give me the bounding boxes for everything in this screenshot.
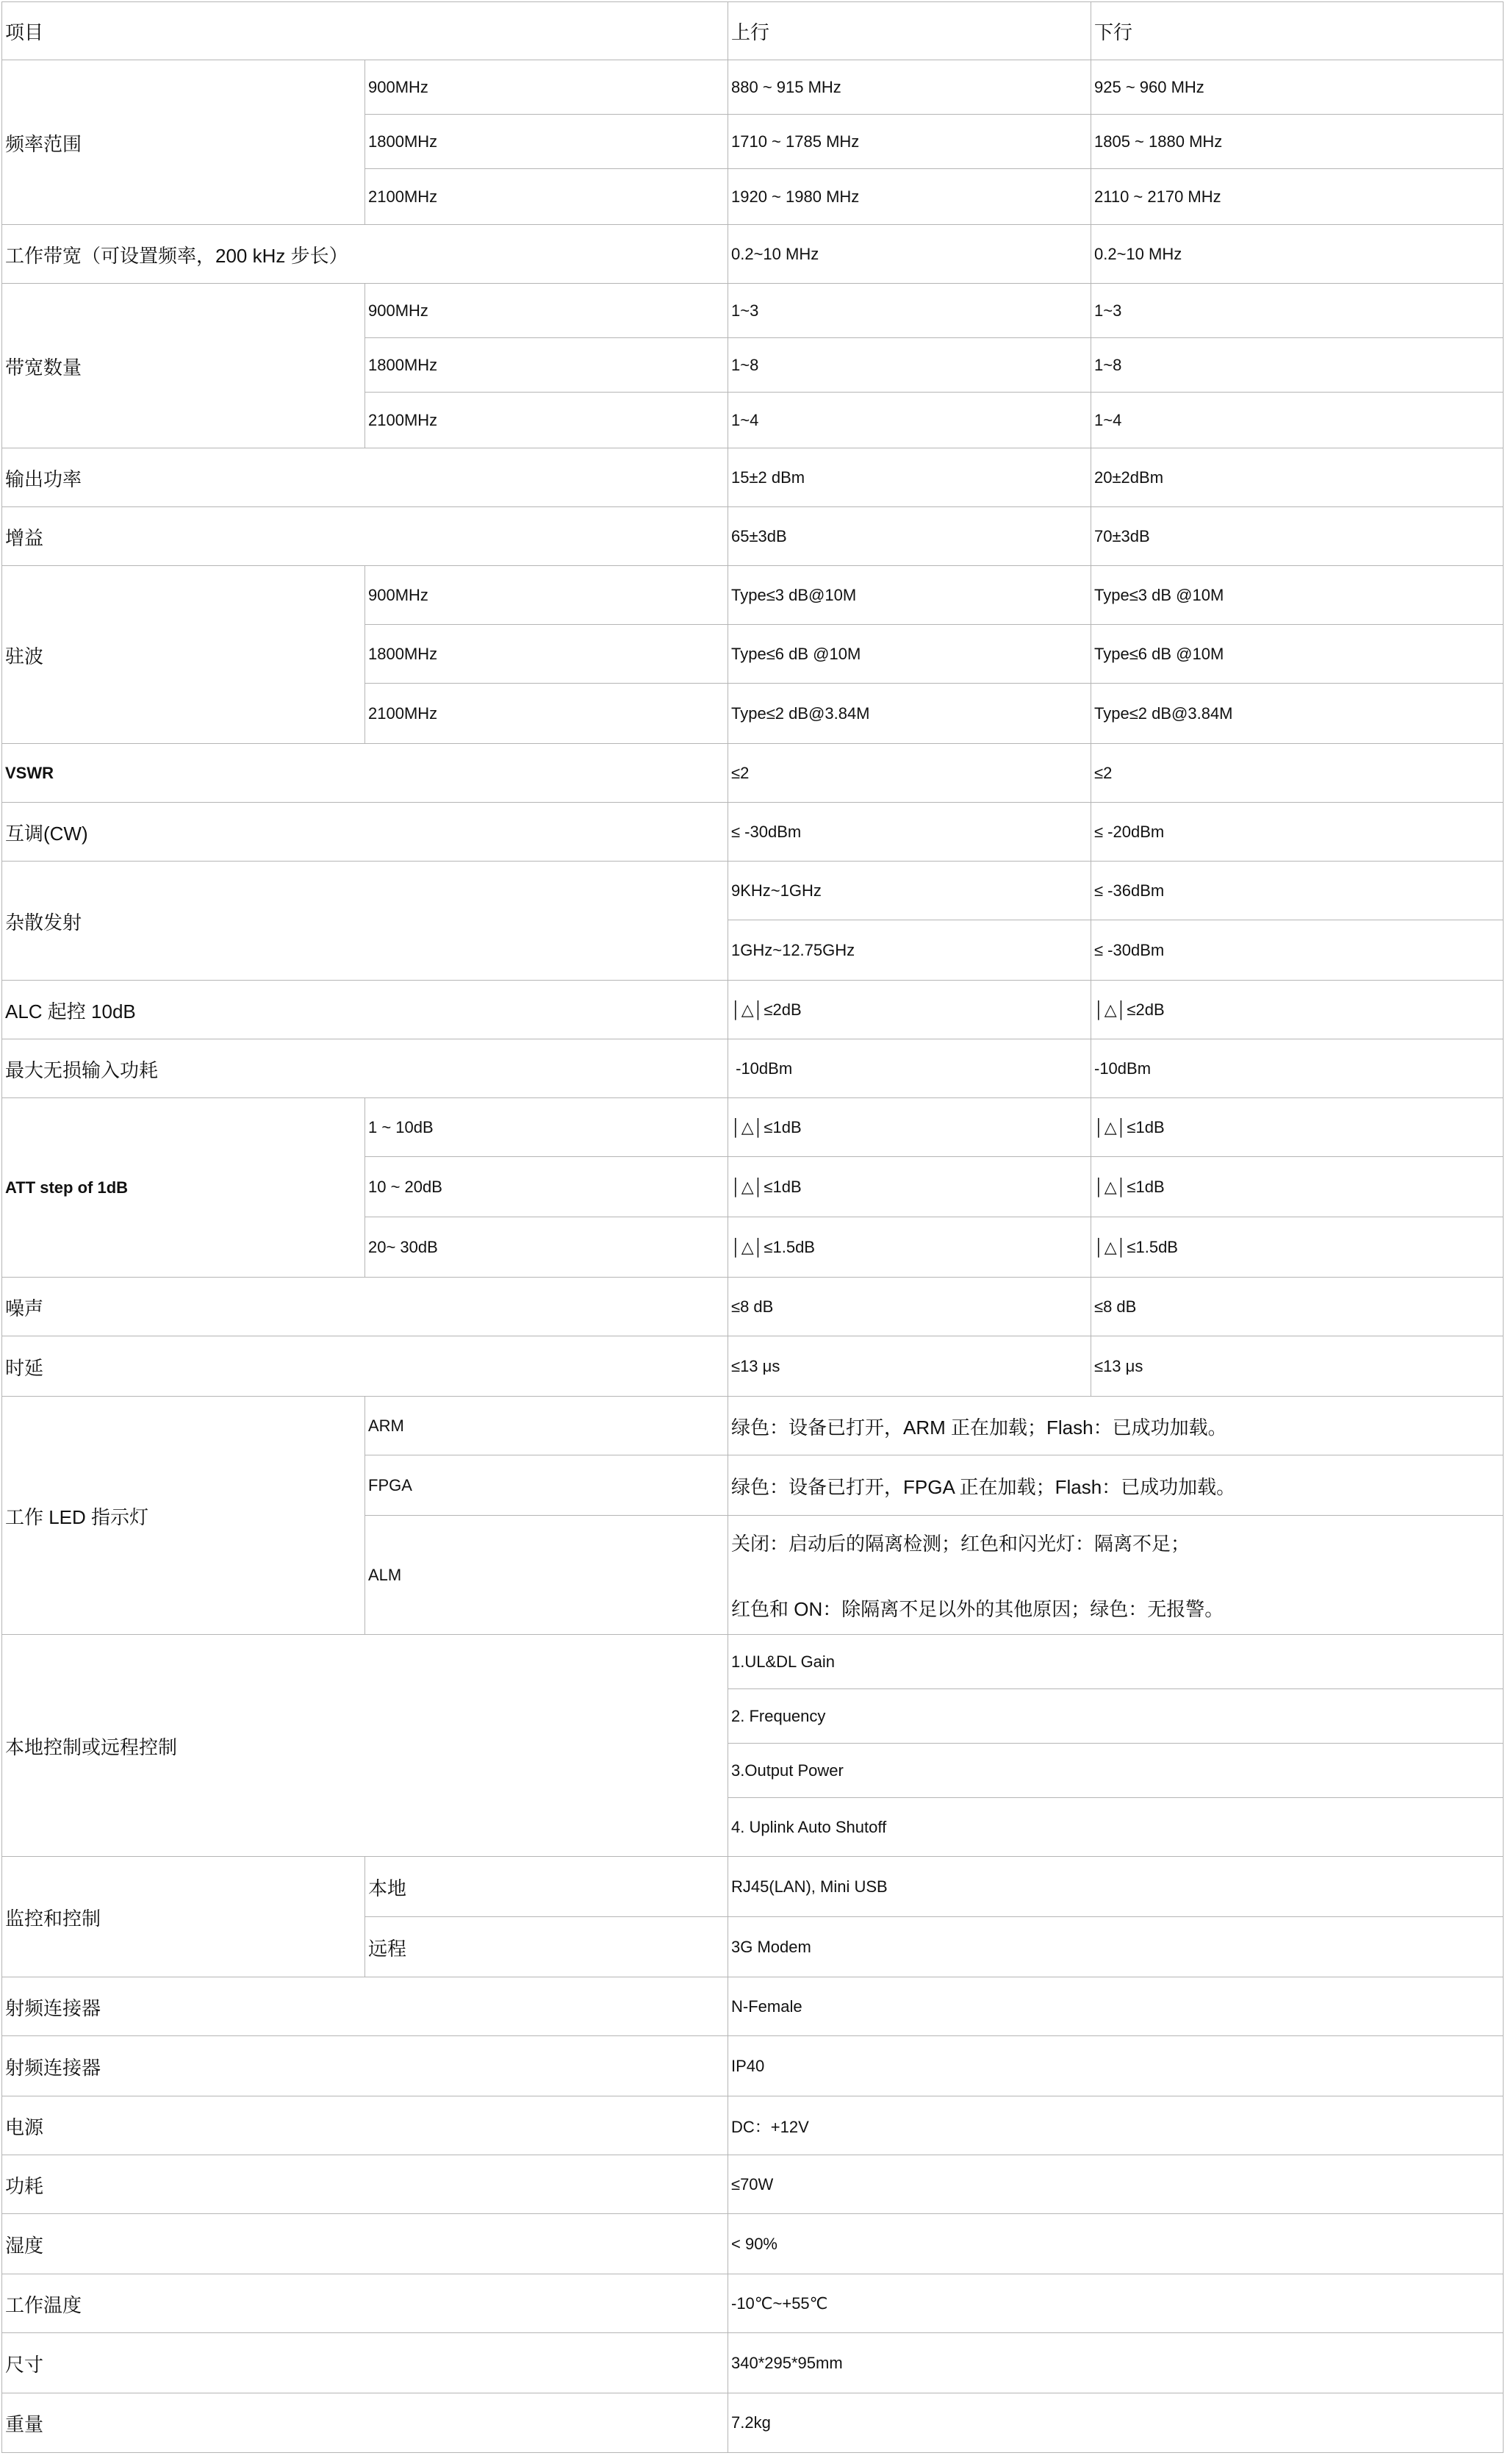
- output-power-label: 输出功率: [1, 448, 729, 508]
- delay-uplink: ≤13 μs: [728, 1336, 1092, 1397]
- intermod-downlink: ≤ -20dBm: [1091, 802, 1504, 862]
- power-supply-value: DC：+12V: [728, 2096, 1504, 2156]
- ripple-downlink: Type≤6 dB @10M: [1091, 624, 1504, 684]
- humidity-value: < 90%: [728, 2213, 1504, 2275]
- att-downlink: │△│≤1dB: [1091, 1097, 1504, 1158]
- control-item: 3.Output Power: [728, 1743, 1504, 1799]
- ripple-uplink: Type≤3 dB@10M: [728, 565, 1092, 626]
- noise-downlink: ≤8 dB: [1091, 1277, 1504, 1337]
- work-bandwidth-label: 工作带宽（可设置频率，200 kHz 步长）: [1, 224, 729, 284]
- delay-downlink: ≤13 μs: [1091, 1336, 1504, 1397]
- spurious-value: ≤ -36dBm: [1091, 861, 1504, 921]
- header-downlink: 下行: [1091, 1, 1504, 61]
- vswr-downlink: ≤2: [1091, 743, 1504, 803]
- work-bandwidth-downlink: 0.2~10 MHz: [1091, 224, 1504, 284]
- size-label: 尺寸: [1, 2332, 729, 2394]
- freq-downlink: 2110 ~ 2170 MHz: [1091, 168, 1504, 226]
- ripple-uplink: Type≤2 dB@3.84M: [728, 683, 1092, 745]
- monitor-local-name: 本地: [364, 1856, 729, 1918]
- spurious-range: 1GHz~12.75GHz: [728, 920, 1092, 981]
- freq-band: 900MHz: [364, 60, 729, 115]
- bandwidth-uplink: 1~8: [728, 337, 1092, 393]
- freq-downlink: 1805 ~ 1880 MHz: [1091, 114, 1504, 170]
- humidity-label: 湿度: [1, 2213, 729, 2275]
- rf-connector-value: N-Female: [728, 1977, 1504, 2037]
- led-alm-name: ALM: [364, 1515, 729, 1636]
- led-fpga-desc: 绿色：设备已打开，FPGA 正在加载；Flash：已成功加载。: [728, 1455, 1504, 1516]
- att-range: 10 ~ 20dB: [364, 1156, 729, 1218]
- bandwidth-band: 2100MHz: [364, 392, 729, 449]
- freq-band: 1800MHz: [364, 114, 729, 170]
- control-item: 4. Uplink Auto Shutoff: [728, 1797, 1504, 1858]
- max-input-label: 最大无损输入功耗: [1, 1039, 729, 1099]
- header-item: 项目: [1, 1, 729, 61]
- spurious-range: 9KHz~1GHz: [728, 861, 1092, 921]
- spurious-label: 杂散发射: [1, 861, 729, 981]
- max-input-downlink: -10dBm: [1091, 1039, 1504, 1099]
- ripple-band: 900MHz: [364, 565, 729, 626]
- protection-value: IP40: [728, 2035, 1504, 2097]
- consumption-label: 功耗: [1, 2155, 729, 2215]
- header-uplink: 上行: [728, 1, 1092, 61]
- consumption-value: ≤70W: [728, 2155, 1504, 2215]
- temperature-label: 工作温度: [1, 2274, 729, 2334]
- control-label: 本地控制或远程控制: [1, 1634, 729, 1858]
- led-alm-desc: [728, 1515, 1504, 1636]
- bandwidth-uplink: 1~4: [728, 392, 1092, 449]
- rf-connector-label: 射频连接器: [1, 1977, 729, 2037]
- alc-uplink: │△│≤2dB: [728, 980, 1092, 1040]
- delay-label: 时延: [1, 1336, 729, 1397]
- size-value: 340*295*95mm: [728, 2332, 1504, 2394]
- att-downlink: │△│≤1dB: [1091, 1156, 1504, 1218]
- bandwidth-downlink: 1~4: [1091, 392, 1504, 449]
- bandwidth-band: 1800MHz: [364, 337, 729, 393]
- power-supply-label: 电源: [1, 2096, 729, 2156]
- ripple-downlink: Type≤2 dB@3.84M: [1091, 683, 1504, 745]
- ripple-label: 驻波: [1, 565, 366, 745]
- ripple-downlink: Type≤3 dB @10M: [1091, 565, 1504, 626]
- freq-uplink: 1710 ~ 1785 MHz: [728, 114, 1092, 170]
- vswr-uplink: ≤2: [728, 743, 1092, 803]
- gain-label: 增益: [1, 506, 729, 567]
- temperature-value: -10℃~+55℃: [728, 2274, 1504, 2334]
- freq-downlink: 925 ~ 960 MHz: [1091, 60, 1504, 115]
- gain-uplink: 65±3dB: [728, 506, 1092, 567]
- led-label: 工作 LED 指示灯: [1, 1396, 366, 1636]
- spec-table: [1, 1, 1504, 2463]
- intermod-label: 互调(CW): [1, 802, 729, 862]
- monitor-local-value: RJ45(LAN), Mini USB: [728, 1856, 1504, 1918]
- noise-uplink: ≤8 dB: [728, 1277, 1092, 1337]
- noise-label: 噪声: [1, 1277, 729, 1337]
- att-range: 20~ 30dB: [364, 1217, 729, 1278]
- ripple-uplink: Type≤6 dB @10M: [728, 624, 1092, 684]
- alc-downlink: │△│≤2dB: [1091, 980, 1504, 1040]
- freq-band: 2100MHz: [364, 168, 729, 226]
- monitor-remote-value: 3G Modem: [728, 1916, 1504, 1978]
- att-uplink: │△│≤1.5dB: [728, 1217, 1092, 1278]
- led-arm-name: ARM: [364, 1396, 729, 1456]
- led-alm-desc-line2: 红色和 ON：除隔离不足以外的其他原因；绿色：无报警。: [731, 1598, 1224, 1620]
- bandwidth-band: 900MHz: [364, 283, 729, 339]
- freq-range-label: 频率范围: [1, 60, 366, 226]
- att-downlink: │△│≤1.5dB: [1091, 1217, 1504, 1278]
- vswr-label: VSWR: [1, 743, 729, 803]
- output-power-uplink: 15±2 dBm: [728, 448, 1092, 508]
- att-uplink: │△│≤1dB: [728, 1097, 1092, 1158]
- weight-value: 7.2kg: [728, 2393, 1504, 2453]
- bandwidth-downlink: 1~8: [1091, 337, 1504, 393]
- bandwidth-downlink: 1~3: [1091, 283, 1504, 339]
- led-arm-desc: 绿色：设备已打开，ARM 正在加载；Flash：已成功加载。: [728, 1396, 1504, 1456]
- rf-connector-label: 射频连接器: [1, 2035, 729, 2097]
- output-power-downlink: 20±2dBm: [1091, 448, 1504, 508]
- alc-label: ALC 起控 10dB: [1, 980, 729, 1040]
- bandwidth-count-label: 带宽数量: [1, 283, 366, 449]
- att-range: 1 ~ 10dB: [364, 1097, 729, 1158]
- ripple-band: 1800MHz: [364, 624, 729, 684]
- max-input-uplink: -10dBm: [728, 1039, 1092, 1099]
- gain-downlink: 70±3dB: [1091, 506, 1504, 567]
- intermod-uplink: ≤ -30dBm: [728, 802, 1092, 862]
- monitor-label: 监控和控制: [1, 1856, 366, 1978]
- freq-uplink: 880 ~ 915 MHz: [728, 60, 1092, 115]
- led-alm-desc-line1: 关闭：启动后的隔离检测；红色和闪光灯：隔离不足；: [731, 1533, 1190, 1555]
- freq-uplink: 1920 ~ 1980 MHz: [728, 168, 1092, 226]
- work-bandwidth-uplink: 0.2~10 MHz: [728, 224, 1092, 284]
- att-step-label: ATT step of 1dB: [1, 1097, 366, 1278]
- bandwidth-uplink: 1~3: [728, 283, 1092, 339]
- led-fpga-name: FPGA: [364, 1455, 729, 1516]
- att-uplink: │△│≤1dB: [728, 1156, 1092, 1218]
- monitor-remote-name: 远程: [364, 1916, 729, 1978]
- ripple-band: 2100MHz: [364, 683, 729, 745]
- control-item: 1.UL&DL Gain: [728, 1634, 1504, 1690]
- weight-label: 重量: [1, 2393, 729, 2453]
- control-item: 2. Frequency: [728, 1688, 1504, 1744]
- spurious-value: ≤ -30dBm: [1091, 920, 1504, 981]
